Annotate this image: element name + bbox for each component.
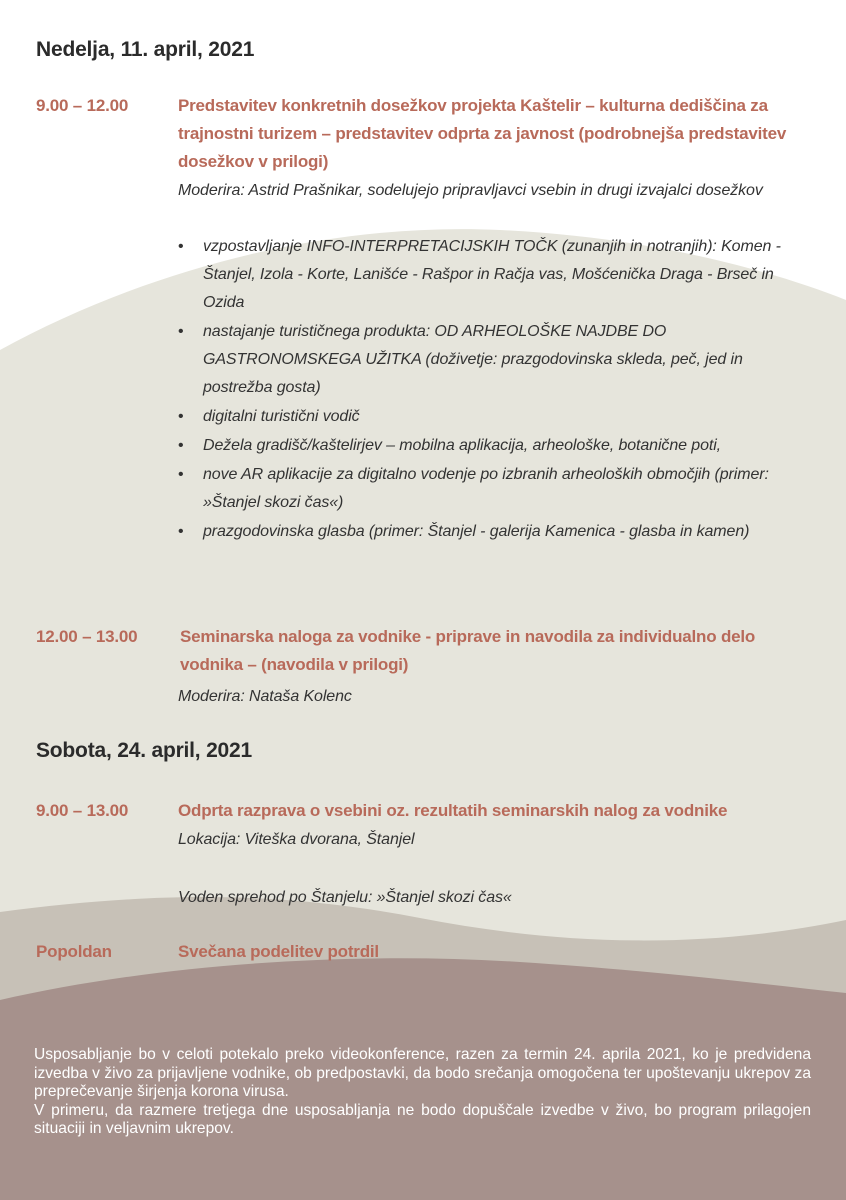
session-title: Seminarska naloga za vodnike - priprave in navodila za individualno delo vodnika – (navodila v prilogi) — [180, 627, 756, 674]
session-moderator: Moderira: Astrid Prašnikar, sodelujejo pripravljavci vsebin in drugi izvajalci dosežkov — [178, 182, 763, 199]
bullet-icon: • — [178, 408, 184, 425]
session-moderator: Moderira: Nataša Kolenc — [178, 688, 352, 705]
session-time: Popoldan — [36, 942, 112, 961]
session-walk: Voden sprehod po Štanjelu: »Štanjel skozi čas« — [178, 889, 512, 906]
bullet-icon: • — [178, 323, 184, 340]
footer-paragraph: Usposabljanje bo v celoti potekalo preko videokonference, razen za termin 24. aprila 2021, ko je predvidena izvedba v živo za prijavljene vodnike, ob predpostavki, da bodo srečanja omogočena ter upoštevanju ukrepov za preprečevanje širjenja korona virusa. — [34, 1046, 811, 1100]
bullet-icon: • — [178, 437, 184, 454]
session-location: Lokacija: Viteška dvorana, Štanjel — [178, 831, 415, 848]
footer-note — [34, 1046, 811, 1139]
session-time: 12.00 – 13.00 — [36, 627, 138, 646]
footer-paragraph: V primeru, da razmere tretjega dne usposabljanja ne bodo dopuščale izvedbe v živo, bo program prilagojen situaciji in veljavnim ukrepov. — [34, 1101, 811, 1137]
list-item: • digitalni turistični vodič — [178, 403, 803, 431]
achievements-list — [178, 233, 803, 547]
list-item: • nastajanje turističnega produkta: OD ARHEOLOŠKE NAJDBE DO GASTRONOMSKEGA UŽITKA (doživetje: prazgodovinska skleda, peč, jed in postrežba gosta) — [178, 318, 803, 402]
list-item: • nove AR aplikacije za digitalno vodenje po izbranih arheoloških območjih (primer: »Štanjel skozi čas«) — [178, 461, 803, 517]
session-time: 9.00 – 12.00 — [36, 96, 129, 115]
session-title: Predstavitev konkretnih dosežkov projekta Kaštelir – kulturna dediščina za trajnostni turizem – predstavitev odprta za javnost (podrobnejša predstavitev dosežkov v prilogi) — [178, 96, 787, 171]
bullet-icon: • — [178, 238, 184, 255]
day-heading-saturday: Sobota, 24. april, 2021 — [36, 739, 252, 762]
list-item: • vzpostavljanje INFO-INTERPRETACIJSKIH TOČK (zunanjih in notranjih): Komen - Štanjel, Izola - Korte, Lanišće - Rašpor in Račja vas, Mošćenička Draga - Brseč in Ozida — [178, 233, 803, 317]
session-time: 9.00 – 13.00 — [36, 801, 129, 820]
bullet-icon: • — [178, 466, 184, 483]
day-heading-sunday: Nedelja, 11. april, 2021 — [36, 38, 255, 61]
list-item: • Dežela gradišč/kaštelirjev – mobilna aplikacija, arheološke, botanične poti, — [178, 432, 803, 460]
list-item: • prazgodovinska glasba (primer: Štanjel - galerija Kamenica - glasba in kamen) — [178, 518, 803, 546]
session-title: Odprta razprava o vsebini oz. rezultatih seminarskih nalog za vodnike — [178, 801, 728, 820]
session-title: Svečana podelitev potrdil — [178, 942, 379, 961]
bullet-icon: • — [178, 523, 184, 540]
